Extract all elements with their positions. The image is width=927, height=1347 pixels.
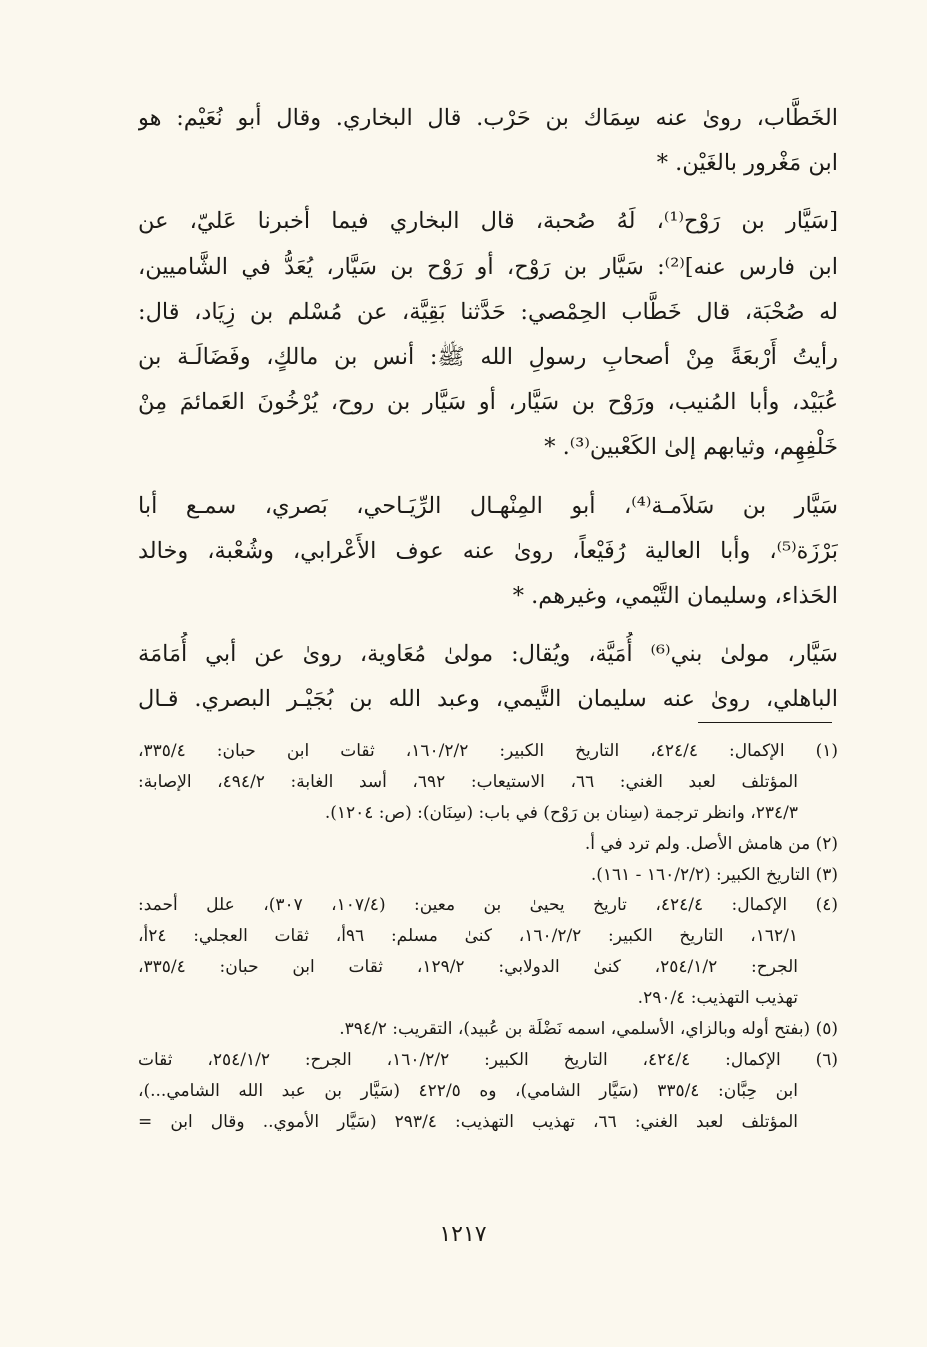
text-line: عُبَيْد، وأبا المُنيب، ورَوْح بن سَيَّار، أو سَيَّار بن روح، يُرْخُونَ العَمائمَ مِنْ — [138, 389, 838, 416]
text-line: خَلْفِهِم، وثيابهم إلىٰ الكَعْبين⁽³⁾. * — [544, 434, 838, 461]
footnote-line: ابن حِبَّان: ٣٣٥/٤ (سَيَّار الشامي)، وه ٤٢٢/٥ (سَيَّار بن عبد الله الشامي...)، — [138, 1080, 798, 1101]
footnote-line: (٢) من هامش الأصل. ولم ترد في أ. — [584, 833, 838, 854]
footnote-line: تهذيب التهذيب: ٢٩٠/٤. — [637, 988, 798, 1009]
footnote-line: (٥) (بفتح أوله وبالزاي، الأسلمي، اسمه نَضْلَة بن عُبيد)، التقريب: ٣٩٤/٢. — [339, 1019, 838, 1040]
text-line: الحَذاء، وسليمان التَّيْمي، وغيرهم. * — [512, 582, 838, 609]
footnote-line: (٦) الإكمال: ٤٢٤/٤، التاريخ الكبير: ١٦٠/٢/٢، الجرح: ٢٥٤/١/٢، ثقات — [138, 1049, 838, 1070]
text-line: بَرْزَة⁽⁵⁾، وأبا العالية رُفَيْعاً، روىٰ عنه عوف الأَعْرابي، وشُعْبة، وخالد — [138, 537, 838, 564]
text-line: رأيتُ أَرْبعَةً مِنْ أصحابِ رسولِ الله ﷺ: أنس بن مالكٍ، وفَضَالَـة بن — [138, 343, 838, 370]
footnote-separator — [698, 722, 832, 723]
footnotes — [138, 736, 838, 1138]
text-line: ابن مَغْرور بالغَيْن. * — [656, 150, 838, 177]
text-line: الباهلي، روىٰ عنه سليمان التَّيمي، وعبد الله بن بُجَيْـر البصري. قـال — [138, 686, 838, 713]
text-line: سَيَّار بن سَلاَمـة⁽⁴⁾، أبو المِنْهـال الرِّيَـاحي، بَصري، سمـع أبا — [138, 492, 838, 519]
footnote-line: (٣) التاريخ الكبير: (١٦٠/٢/٢ - ١٦١). — [590, 864, 838, 885]
footnote-line: (١) الإكمال: ٤٢٤/٤، التاريخ الكبير: ١٦٠/٢/٢، ثقات ابن حبان: ٣٣٥/٤، — [138, 741, 838, 761]
page-number: ١٢١٧ — [439, 1222, 487, 1247]
footnote-line: المؤتلف لعبد الغني: ٦٦، تهذيب التهذيب: ٢٩٣/٤ (سَيَّار الأموي.. وقال ابن = — [138, 1111, 799, 1132]
text-line: [سَيَّار بن رَوْح⁽¹⁾، لَهُ صُحبة، قال البخاري فيما أخبرنا عَليّ، عن — [138, 208, 838, 235]
footnote-line: ٢٣٤/٣، وانظر ترجمة (سِنان بن رَوْح) في باب: (سِنَان): (ص: ١٢٠٤). — [324, 802, 798, 823]
main-text — [138, 96, 838, 722]
footnote-line: المؤتلف لعبد الغني: ٦٦، الاستيعاب: ٦٩٢، أسد الغابة: ٤٩٤/٢، الإصابة: — [138, 771, 798, 792]
footnote-line: ١٦٢/١، التاريخ الكبير: ١٦٠/٢/٢، كنىٰ مسلم: ٩٦أ، ثقات العجلي: ٢٤أ، — [138, 926, 798, 947]
text-line: الخَطَّاب، روىٰ عنه سِمَاك بن حَرْب. قال البخاري. وقال أبو نُعَيْم: هو — [138, 105, 838, 131]
text-line: له صُحْبَة، قال خَطَّاب الحِمْصي: حَدَّثنا بَقِيَّة، عن مُسْلم بن زِيَاد، قال: — [138, 298, 838, 325]
text-line: ابن فارس عنه]⁽²⁾: سَيَّار بن رَوْح، أو رَوْح بن سَيَّار، يُعَدُّ في الشَّاميين، — [138, 253, 838, 280]
footnote-line: الجرح: ٢٥٤/١/٢، كنىٰ الدولابي: ١٢٩/٢، ثقات ابن حبان: ٣٣٥/٤، — [138, 957, 798, 978]
footnote-line: (٤) الإكمال: ٤٢٤/٤، تاريخ يحيىٰ بن معين: (١٠٧/٤، ٣٠٧)، علل أحمد: — [138, 895, 838, 916]
text-line: سَيَّار، مولىٰ بني⁽⁶⁾ أُمَيَّة، ويُقال: مولىٰ مُعَاوية، روىٰ عن أبي أُمَامَة — [138, 641, 838, 668]
